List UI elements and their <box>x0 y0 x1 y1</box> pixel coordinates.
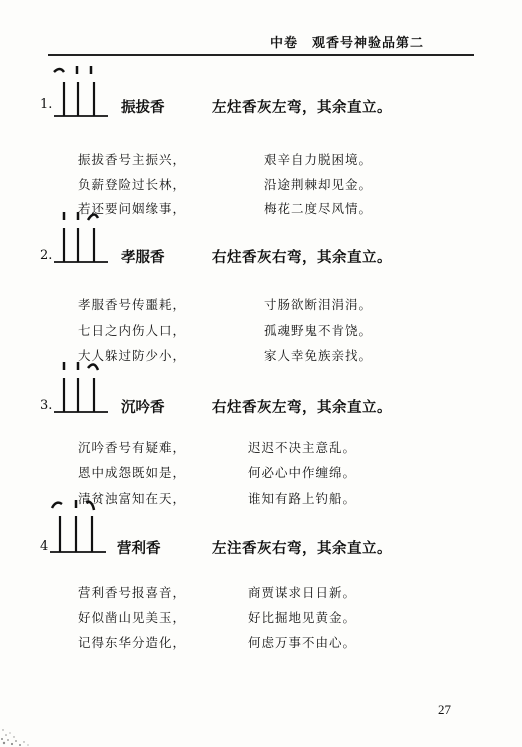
verse-line: 恩中成怨既如是， <box>78 465 187 480</box>
verse-line: 迟迟不决主意乱。 <box>248 440 357 455</box>
entry-description: 左炷香灰左弯，其余直立。 <box>212 99 392 116</box>
page-header: 中卷 观香号神验品第二 <box>270 36 425 51</box>
incense-diagram-icon <box>50 356 112 416</box>
entry-title: 沉吟香 <box>121 399 165 416</box>
verse-line: 家人幸免族亲找。 <box>264 348 373 363</box>
incense-diagram-icon <box>50 206 112 266</box>
verse-line: 何虑万事不由心。 <box>248 635 357 650</box>
verse-line: 孝服香号传噩耗， <box>78 297 187 312</box>
verse-line: 沉吟香号有疑难， <box>78 440 187 455</box>
entry-number: 4 <box>40 539 49 554</box>
scan-smudge <box>0 715 40 747</box>
verse-line: 营利香号报喜音， <box>78 585 187 600</box>
entry-description: 左注香灰右弯，其余直立。 <box>212 540 392 557</box>
verse-line: 记得东华分造化， <box>78 635 187 650</box>
entry-title: 营利香 <box>117 540 161 557</box>
entry-title: 孝服香 <box>121 249 165 266</box>
verse-line: 梅花二度尽风情。 <box>264 201 373 216</box>
verse-line: 若还要问姻缘事， <box>78 201 187 216</box>
verse-line: 七日之内伤人口， <box>78 323 187 338</box>
verse-line: 好比掘地见黄金。 <box>248 610 357 625</box>
verse-line: 商贾谋求日日新。 <box>248 585 357 600</box>
entry-description: 右炷香灰左弯，其余直立。 <box>212 399 392 416</box>
entry-title: 振拔香 <box>121 99 165 116</box>
verse-line: 好似凿山见美玉， <box>78 610 187 625</box>
incense-diagram-icon <box>46 496 108 556</box>
verse-line: 振拔香号主振兴， <box>78 152 187 167</box>
verse-line: 沿途荆棘却见金。 <box>264 177 373 192</box>
verse-line: 谁知有路上钓船。 <box>248 491 357 506</box>
entry-number: 3. <box>40 398 53 413</box>
verse-line: 何必心中作缠绵。 <box>248 465 357 480</box>
verse-line: 艰辛自力脱困境。 <box>264 152 373 167</box>
entry-description: 右炷香灰右弯，其余直立。 <box>212 249 392 266</box>
entry-number: 2. <box>40 248 53 263</box>
header-rule <box>48 54 474 56</box>
verse-line: 寸肠欲断泪涓涓。 <box>264 297 373 312</box>
verse-line: 负薪登险过长林， <box>78 177 187 192</box>
verse-line: 大人躲过防少小， <box>78 348 187 363</box>
verse-line: 清贫浊富知在天， <box>78 491 187 506</box>
entry-number: 1. <box>40 97 53 112</box>
incense-diagram-icon <box>50 62 112 120</box>
verse-line: 孤魂野鬼不肯饶。 <box>264 323 373 338</box>
page-number: 27 <box>438 702 451 717</box>
